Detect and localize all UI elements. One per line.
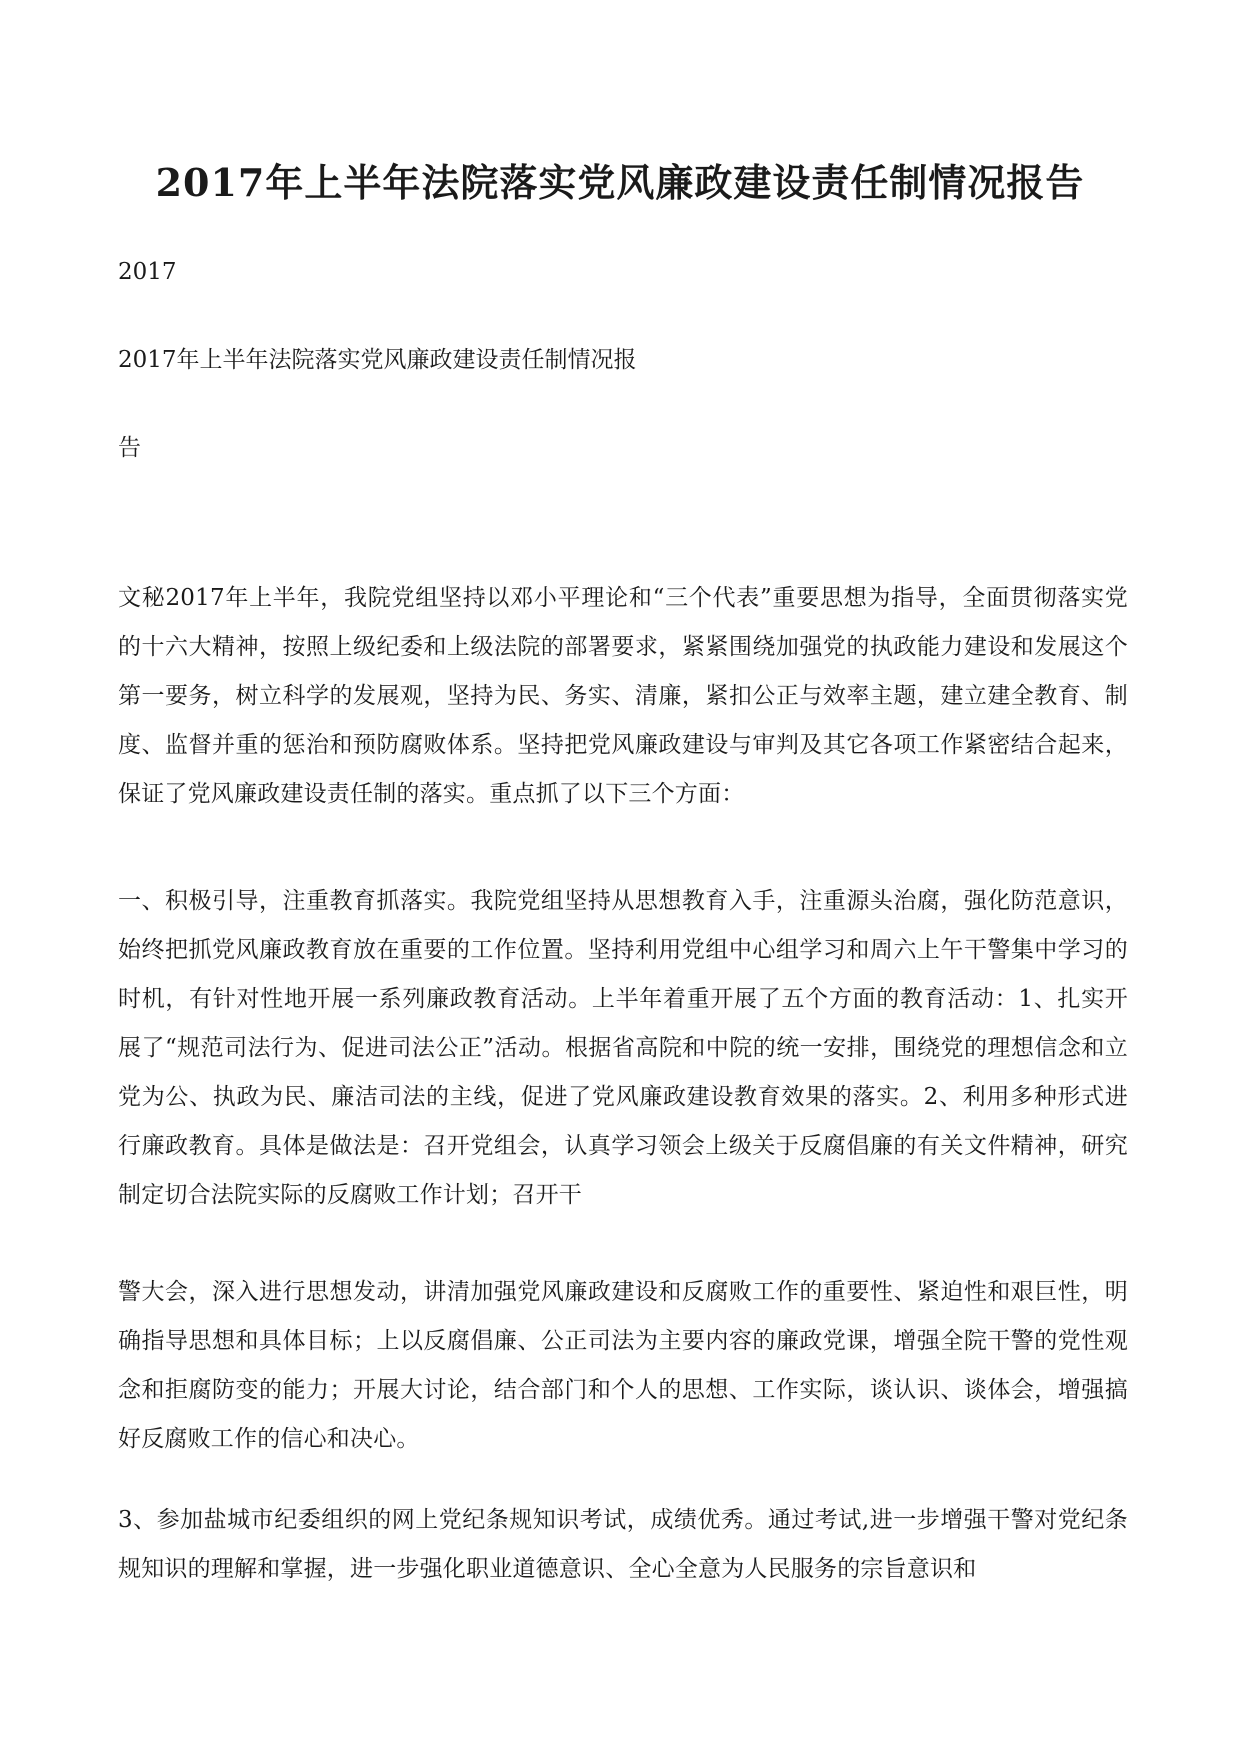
section-one-continuation-paragraph: 警大会，深入进行思想发动，讲清加强党风廉政建设和反腐败工作的重要性、紧迫性和艰巨性，明确指导思想和具体目标；上以反腐倡廉、公正司法为主要内容的廉政党课，增强全院干警的党性观念和拒腐防变的能力；开展大讨论，结合部门和个人的思想、工作实际，谈认识、谈体会，增强搞好反腐败工作的信心和决心。 [118,1279,1128,1452]
document-title: 2017年上半年法院落实党风廉政建设责任制情况报告 [155,160,1085,205]
subtitle-continuation-line: 告 [118,435,141,461]
section-one-paragraph: 一、积极引导，注重教育抓落实。我院党组坚持从思想教育入手，注重源头治腐，强化防范意识，始终把抓党风廉政教育放在重要的工作位置。坚持利用党组中心组学习和周六上午干警集中学习的时机，有针对性地开展一系列廉政教育活动。上半年着重开展了五个方面的教育活动：1、扎实开展了“规范司法行为、促进司法公正”活动。根据省高院和中院的统一安排，围绕党的理想信念和立党为公、执政为民、廉洁司法的主线，促进了党风廉政建设教育效果的落实。2、利用多种形式进行廉政教育。具体是做法是：召开党组会，认真学习领会上级关于反腐倡廉的有关文件精神，研究制定切合法院实际的反腐败工作计划；召开干 [118,888,1128,1208]
intro-paragraph: 文秘2017年上半年，我院党组坚持以邓小平理论和“三个代表”重要思想为指导，全面贯彻落实党的十六大精神，按照上级纪委和上级法院的部署要求，紧紧围绕加强党的执政能力建设和发展这个第一要务，树立科学的发展观，坚持为民、务实、清廉，紧扣公正与效率主题，建立建全教育、制度、监督并重的惩治和预防腐败体系。坚持把党风廉政建设与审判及其它各项工作紧密结合起来，保证了党风廉政建设责任制的落实。重点抓了以下三个方面： [118,585,1128,807]
subtitle-line: 2017年上半年法院落实党风廉政建设责任制情况报 [118,347,637,373]
year-line: 2017 [118,259,177,285]
item-three-paragraph: 3、参加盐城市纪委组织的网上党纪条规知识考试，成绩优秀。通过考试,进一步增强干警对党纪条规知识的理解和掌握，进一步强化职业道德意识、全心全意为人民服务的宗旨意识和 [118,1507,1128,1582]
